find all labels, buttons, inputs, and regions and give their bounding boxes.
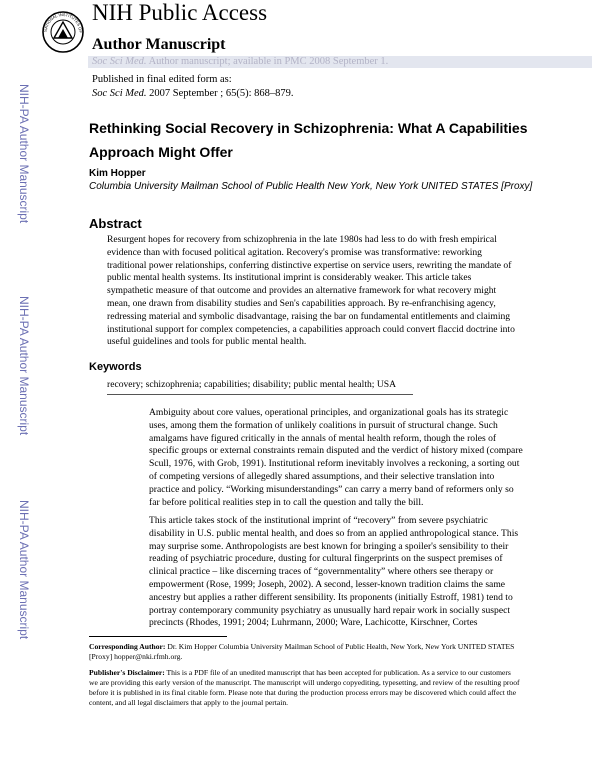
journal-availability	[92, 56, 388, 68]
publisher-disclaimer-note	[89, 668, 521, 708]
nih-public-access-title: NIH Public Access	[92, 0, 268, 25]
abstract-heading: Abstract	[89, 216, 142, 231]
nih-logo	[41, 4, 85, 66]
abstract-text: Resurgent hopes for recovery from schizophrenia in the late 1980s had less to do with fresh empirical evidence than with focused political agitation. Recovery's promise was transformative: reworking traditional power relationships, conferring distinctive expertise on service users, rewriting the mandate of public mental health systems. Its institutional imprint is considerably weaker. This article takes sympathetic measure of that outcome and provides an alternative framework for what recovery might mean, one drawn from disability studies and Sen's capabilities approach. By re-enfranchising agency, redressing material and symbolic disadvantage, raising the bar on fundamental entitlements and claiming institutional support for complex competencies, a capabilities approach could convert flaccid doctrine into useful guidelines and tools for public mental health.	[107, 234, 515, 348]
journal-abbrev: Soc Sci Med.	[92, 56, 147, 67]
keywords-divider	[107, 394, 413, 395]
body-paragraph-1: Ambiguity about core values, operational principles, and organizational goals has its strategic uses, among them the formation of unlikely coalitions in pursuit of structural change. Such amalgams have figured critically in the annals of mental health reform, though the roles of specific groups or external constraints remain disputed and the verdict of history mixed (compare Scull, 1976, with Grob, 1991). Institutional reform inevitably involves a reckoning, a sorting out of competing versions of allegedly shared assumptions, and their selective translation into practice and policy. “Working misunderstandings” can carry a merry band of reformers only so far before political realities step in to call the question and tally the bill.	[149, 407, 523, 508]
publisher-disclaimer-label: Publisher's Disclaimer:	[89, 668, 165, 677]
corresponding-author-label: Corresponding Author:	[89, 642, 166, 651]
citation-details: 2007 September ; 65(5): 868–879.	[146, 88, 294, 99]
keywords-list: recovery; schizophrenia; capabilities; disability; public mental health; USA	[107, 379, 397, 390]
author-name: Kim Hopper	[89, 168, 146, 179]
keywords-heading: Keywords	[89, 361, 142, 373]
logo-text: NATIONAL INSTITUTES OF	[42, 11, 84, 33]
author-manuscript-subtitle: Author Manuscript	[92, 36, 226, 53]
body-paragraph-2: This article takes stock of the institutional imprint of “recovery” from severe psychiatric disability in U.S. public mental health, and does so from an applied anthropological stance. This may surprise some. Anthropologists are best known for bringing a spoiler's sensibility to their reading of psychiatric procedure, dusting for cultural fingerprints on the suspect premises of clinical practice – like discerning traces of “governmentality” where others see therapy or empowerment (Rose, 1999; Joseph, 2002). A second, lesser-known tradition claims the same ancestry but applies a rather different sensibility. Its proponents (initially Estroff, 1981) tend to portray contemporary community psychiatry as unusually hard repair work in socially suspect precincts (Rhodes, 1991; 2004; Luhrmann, 2000; Ware, Lachicotte, Kirschner, Cortes	[149, 515, 519, 629]
published-form-label: Published in final edited form as:	[92, 74, 232, 85]
publisher-disclaimer-text: This is a PDF file of an unedited manuscript that has been accepted for publication. As a service to our customers we are providing this early version of the manuscript. The manuscript will undergo copyediting, typesetting, and review of the resulting proof before it is published in its final citable form. Please note that during the production process errors may be discovered which could affect the content, and all legal disclaimers that apply to the journal pertain.	[89, 668, 520, 707]
journal-availability-text: Author manuscript; available in PMC 2008 September 1.	[146, 56, 389, 67]
citation-journal: Soc Sci Med.	[92, 88, 147, 99]
side-label-2: NIH-PA Author Manuscript	[17, 296, 31, 436]
footnote-divider	[89, 636, 227, 637]
corresponding-author-note	[89, 642, 521, 662]
article-title: Rethinking Social Recovery in Schizophrenia: What A Capabilities Approach Might Offer	[89, 120, 528, 160]
side-label-3: NIH-PA Author Manuscript	[17, 500, 31, 640]
corresponding-author-text: Dr. Kim Hopper Columbia University Mailman School of Public Health, New York, New York UNITED STATES [Proxy] hopper@nki.rfmh.org.	[89, 642, 515, 661]
side-label-1: NIH-PA Author Manuscript	[17, 84, 31, 224]
citation	[92, 88, 294, 100]
author-affiliation: Columbia University Mailman School of Public Health New York, New York UNITED STATES [Proxy]	[89, 181, 533, 192]
